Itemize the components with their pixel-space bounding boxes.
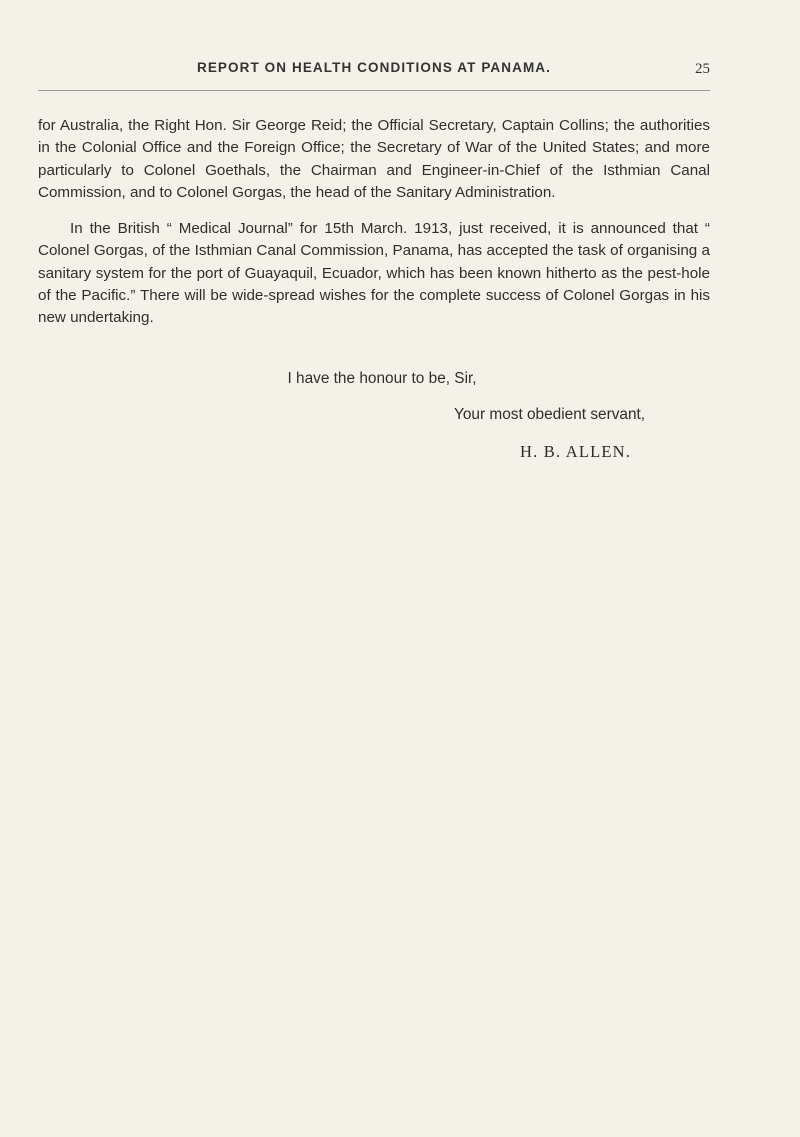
paragraph-medical-journal: In the British “ Medical Journal” for 15th March. 1913, just received, it is announced that “ Colonel Gorgas, of the Isthmian Canal Commission, Panama, has accepted the task of organising a sanitary system for the port of Guayaquil, Ecuador, which has been known hitherto as the pest-hole of the Pacific.” There will be wide-spread wishes for the complete success of Colonel Gorgas in his new undertaking. bbox=[38, 220, 710, 327]
running-title: REPORT ON HEALTH CONDITIONS AT PANAMA. bbox=[196, 60, 552, 75]
running-head bbox=[38, 60, 710, 82]
closing-salutation: I have the honour to be, Sir, bbox=[287, 370, 477, 387]
signature: H. B. ALLEN. bbox=[520, 442, 632, 461]
page-number: 25 bbox=[695, 61, 710, 77]
paragraph-continuation: for Australia, the Right Hon. Sir George Reid; the Official Secretary, Captain Collins; the authorities in the Colonial Office and the Foreign Office; the Secretary of War of the United States; and more particularly to Colonel Goethals, the Chairman and Engineer-in-Chief of the Isthmian Canal Commission, and to Colonel Gorgas, the head of the Sanitary Administration. bbox=[38, 117, 710, 201]
closing-valediction: Your most obedient servant, bbox=[454, 406, 646, 423]
body-text bbox=[38, 115, 710, 344]
header-rule bbox=[38, 90, 710, 91]
